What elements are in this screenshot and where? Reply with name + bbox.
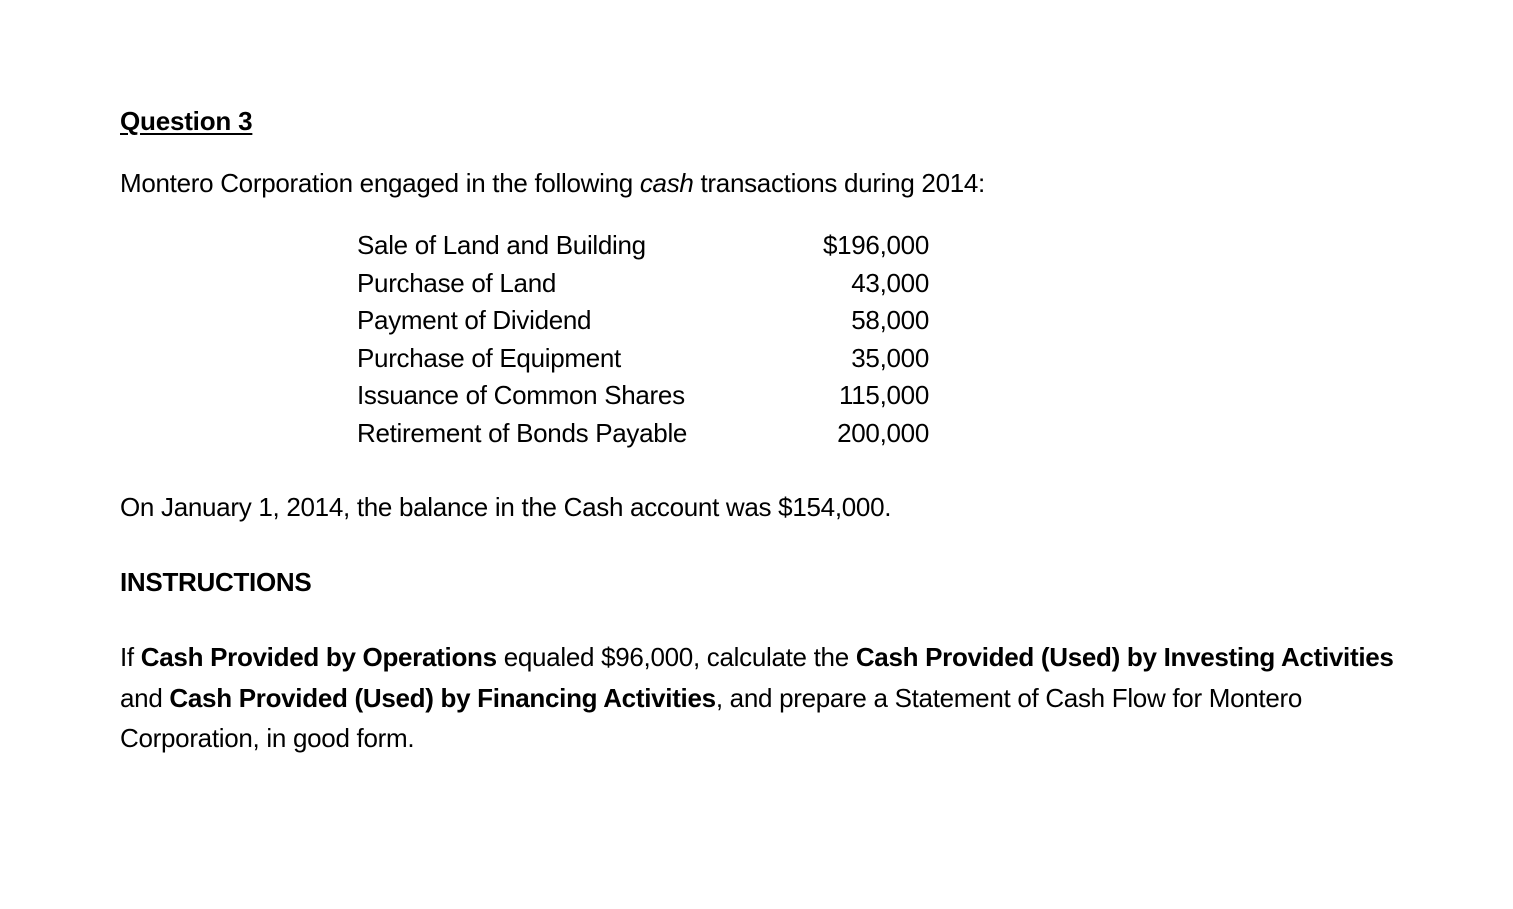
intro-text-end: transactions during 2014: [693, 168, 985, 198]
instructions-paragraph [120, 637, 1410, 759]
transaction-label: Purchase of Equipment [357, 342, 621, 373]
transaction-row [357, 415, 929, 453]
transaction-amount: 58,000 [851, 305, 929, 335]
transaction-label: Sale of Land and Building [357, 230, 646, 260]
instructions-text: and [120, 682, 170, 713]
transaction-label: Retirement of Bonds Payable [357, 417, 688, 448]
intro-paragraph [120, 167, 985, 199]
transaction-amount: 35,000 [851, 342, 929, 373]
opening-balance-paragraph: On January 1, 2014, the balance in the Cash account was $154,000. [120, 492, 892, 522]
transaction-row [357, 377, 929, 415]
instructions-heading: INSTRUCTIONS [120, 567, 312, 597]
question-title: Question 3 [120, 106, 253, 136]
transaction-label: Purchase of Land [357, 267, 557, 298]
instructions-bold-term: Cash Provided (Used) by Financing Activities [169, 682, 716, 713]
transaction-row [357, 340, 929, 378]
transaction-amount: 43,000 [851, 267, 929, 298]
transaction-row [357, 227, 929, 265]
instructions-text: equaled $96,000, calculate the [496, 642, 856, 672]
intro-text-start: Montero Corporation engaged in the following [120, 168, 640, 198]
transaction-amount: $196,000 [822, 230, 929, 260]
transaction-label: Issuance of Common Shares [357, 380, 685, 410]
instructions-text: If [120, 642, 141, 672]
transaction-amount: 115,000 [839, 380, 929, 410]
instructions-text: , and prepare a Statement of Cash Flow for Montero Corporation, in good form. [120, 682, 1303, 753]
transaction-amount: 200,000 [837, 417, 929, 448]
transaction-label: Payment of Dividend [357, 305, 592, 335]
transaction-row [357, 302, 929, 340]
intro-emphasis: cash [639, 168, 694, 198]
instructions-bold-term: Cash Provided (Used) by Investing Activities [855, 642, 1394, 672]
instructions-bold-term: Cash Provided by Operations [140, 642, 497, 672]
transaction-row [357, 265, 929, 303]
transactions-table [357, 227, 929, 452]
